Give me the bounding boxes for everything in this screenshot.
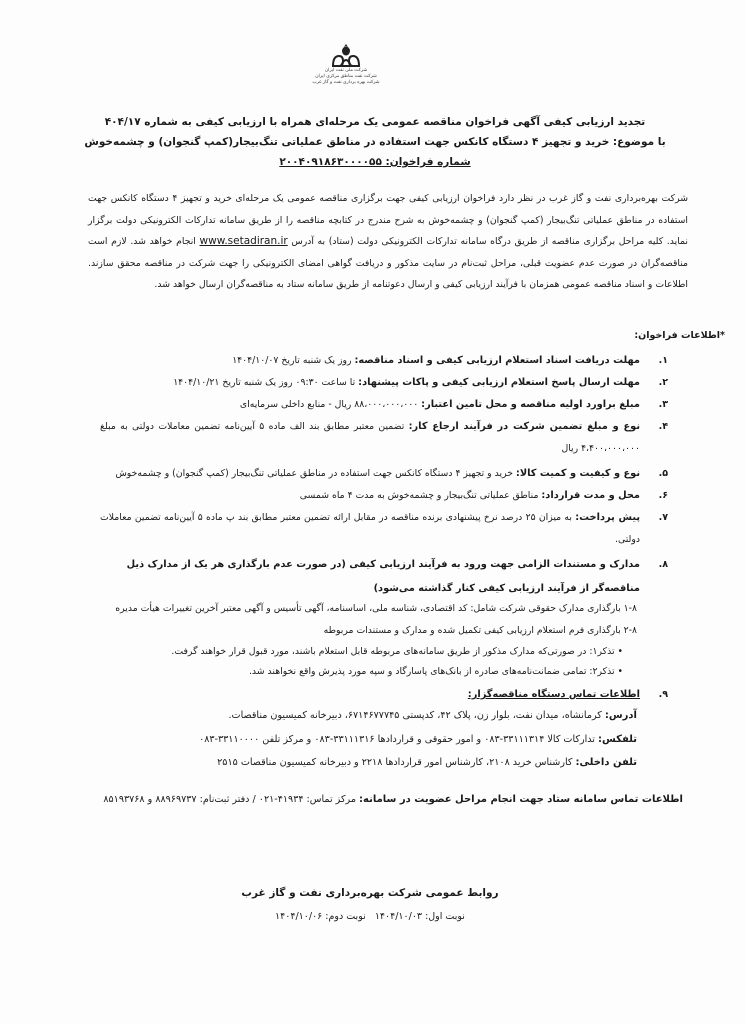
- note-label: تذکر۱:: [589, 646, 615, 657]
- list-item: [100, 553, 668, 601]
- notice-title: تجدید ارزیابی کیفی آگهی فراخوان مناقصه عمومی یک مرحله‌ای همراه با ارزیابی کیفی به شماره ۴۰۴/۱۷: [104, 116, 646, 128]
- address-text: کرمانشاه، میدان نفت، بلوار زن، پلاک ۴۲، کدپستی ۶۷۱۴۶۷۷۷۴۵، دبیرخانه کمیسیون مناقصات.: [228, 710, 605, 721]
- notice-subject: با موضوع: خرید و تجهیز ۴ دستگاه کانکس جهت استفاده در مناطق عملیاتی تنگ‌بیجار(کمپ گنجوان) و چشمه‌خوش: [84, 136, 666, 148]
- item-label: پیش پرداخت:: [575, 512, 640, 523]
- setad-text: مرکز تماس: ۴۱۹۳۴-۰۲۱ / دفتر ثبت‌نام: ۸۸۹۶۹۷۳۷ و ۸۵۱۹۳۷۶۸: [103, 794, 360, 805]
- item-number: ۵.: [658, 468, 668, 479]
- list-item: [100, 463, 668, 485]
- note: [171, 646, 623, 657]
- item-text: به میزان ۲۵ درصد نرخ پیشنهادی برنده مناقصه در مقابل ارائه تضمین معتبر مطابق بند پ ماده ۵ آیین‌نامه تضمین معاملات دولتی.: [100, 512, 640, 545]
- item-number: ۲.: [658, 377, 668, 388]
- subitem: ۲-۸ بارگذاری فرم استعلام ارزیابی کیفی تکمیل شده و مدارک و مستندات مربوطه: [323, 625, 637, 636]
- logo-line: شرکت بهره برداری نفت و گاز غرب: [312, 80, 380, 85]
- call-number: [80, 156, 670, 168]
- item-label: مدارک و مستندات الزامی جهت ورود به فرآیند ارزیابی کیفی (در صورت عدم بارگذاری هر یک از مدارک ذیل مناقصه‌گر از فرآیند ارزیابی کیفی کنار گذاشته می‌شود): [126, 559, 640, 594]
- contact-extension: [217, 757, 637, 768]
- issuer-signature: روابط عمومی شرکت بهره‌برداری نفت و گاز غرب: [241, 887, 499, 899]
- setad-contact: [103, 794, 683, 805]
- nioc-emblem-icon: [329, 42, 363, 68]
- note-text: تمامی ضمانت‌نامه‌های صادره از بانک‌های پاسارگاد و سپه مورد پذیرش واقع نخواهند شد.: [248, 666, 590, 677]
- call-number-text: شماره فراخوان: ۲۰۰۴۰۹۱۸۶۳۰۰۰۰۵۵: [279, 156, 471, 168]
- contact-address: [229, 710, 638, 721]
- item-text: مناطق عملیاتی تنگ‌بیجار و چشمه‌خوش به مدت ۴ ماه شمسی: [299, 490, 542, 501]
- item-label: مبلغ براورد اولیه مناقصه و محل تامین اعتبار:: [421, 399, 640, 410]
- publication-dates: نوبت اول: ۱۴۰۴/۱۰/۰۳ نوبت دوم: ۱۴۰۴/۱۰/۰۶: [275, 911, 465, 922]
- logo-line: شرکت ملی نفت ایران: [324, 68, 368, 73]
- note-label: تذکر۲:: [589, 666, 615, 677]
- intro-text-1: شرکت بهره‌برداری نفت و گاز غرب در نظر دارد فراخوان ارزیابی کیفی جهت برگزاری مناقصه عمومی یک مرحله‌ای خرید و تجهیز ۴ دستگاه کانکس جهت استفاده در مناطق عملیاتی تنگ‌بیجار (کمپ گنجوان) و چشمه‌خوش به شرح مندرج در کتابچه مناقصه را از طریق سامانه تدارکات الکترونیکی دولت برگزار نماید. کلیه مراحل برگزاری مناقصه از طریق درگاه سامانه تدارکات الکترونیکی دولت (ستاد) به آدرس: [88, 193, 689, 247]
- extension-text: کارشناس خرید ۲۱۰۸، کارشناس امور قراردادها ۲۲۱۸ و دبیرخانه کمیسیون مناقصات ۲۵۱۵: [217, 757, 576, 768]
- subitem: ۱-۸ بارگذاری مدارک حقوقی شرکت شامل: کد اقتصادی، شناسه ملی، اساسنامه، آگهی تأسیس و آگهی معتبر آخرین تغییرات هیأت مدیره: [115, 603, 637, 614]
- item-number: ۳.: [658, 399, 668, 410]
- note: [249, 666, 623, 677]
- item-text: ۸۸،۰۰۰،۰۰۰،۰۰۰ ریال - منابع داخلی سرمایه‌ای: [239, 399, 422, 410]
- section-heading: *اطلاعات فراخوان:: [634, 330, 725, 341]
- company-logo: [310, 42, 382, 104]
- list-item: [100, 485, 668, 507]
- setad-label: اطلاعات تماس سامانه ستاد جهت انجام مراحل عضویت در سامانه:: [359, 794, 683, 805]
- bullet-icon: •: [614, 666, 623, 677]
- list-item: [100, 416, 668, 460]
- item-text: روز یک شنبه تاریخ ۱۴۰۴/۱۰/۰۷: [232, 355, 355, 366]
- item-text: تضمین معتبر مطابق بند الف ماده ۵ آیین‌نامه تضمین معاملات دولتی به مبلغ ۴،۴۰۰،۰۰۰،۰۰۰ ریال: [100, 421, 640, 454]
- list-item: [100, 372, 668, 394]
- list-item: [100, 394, 668, 416]
- list-item: [100, 507, 668, 551]
- item-label: نوع و کیفیت و کمیت کالا:: [515, 468, 640, 479]
- fax-label: تلفکس:: [598, 734, 637, 745]
- item-number: ۷.: [658, 512, 668, 523]
- item-label: مهلت دریافت اسناد استعلام ارزیابی کیفی و اسناد مناقصه:: [354, 355, 640, 366]
- note-text: در صورتی‌که مدارک مذکور از طریق سامانه‌های مربوطه قابل استعلام باشند، مورد قبول قرار خواهند گرفت.: [171, 646, 590, 657]
- item-number: ۶.: [658, 490, 668, 501]
- address-label: آدرس:: [604, 710, 637, 721]
- item-text: تا ساعت ۰۹:۳۰ روز یک شنبه تاریخ ۱۴۰۴/۱۰/۲۱: [173, 377, 359, 388]
- item-text: خرید و تجهیز ۴ دستگاه کانکس جهت استفاده در مناطق عملیاتی تنگ‌بیجار (کمپ گنجوان) و چشمه‌خوش: [115, 468, 516, 479]
- setadiran-link[interactable]: www.setadiran.ir: [199, 235, 288, 247]
- extension-label: تلفن داخلی:: [575, 757, 637, 768]
- fax-text: تدارکات کالا ۳۳۱۱۱۳۱۴-۰۸۳ و امور حقوقی و قراردادها ۳۳۱۱۱۳۱۶-۰۸۳ و مرکز تلفن ۳۳۱۱۰۰۰۰-۰۸۳: [199, 734, 599, 745]
- list-item: [100, 350, 668, 372]
- item-number: ۹.: [658, 689, 668, 700]
- intro-text-2: انجام خواهد شد. لازم است مناقصه‌گران در صورت عدم عضویت قبلی، مراحل ثبت‌نام در سایت مذکور و دریافت گواهی امضای الکترونیکی را جهت شرکت در مناقصه محقق سازند. اطلاعات و اسناد مناقصه عمومی همزمان با فرآیند ارزیابی کیفی و ارسال دعوتنامه از طریق سامانه ستاد به مناقصه‌گران ارسال خواهد شد.: [88, 236, 688, 290]
- item-label: مهلت ارسال پاسخ استعلام ارزیابی کیفی و پاکات پیشنهاد:: [358, 377, 640, 388]
- item-number: ۸.: [658, 559, 668, 570]
- item-label: اطلاعات تماس دستگاه مناقصه‌گزار:: [467, 689, 640, 700]
- intro-paragraph: [88, 188, 688, 296]
- item-number: ۱.: [658, 355, 668, 366]
- item-label: نوع و مبلغ تضمین شرکت در فرآیند ارجاع کار:: [408, 421, 640, 432]
- logo-line: شرکت نفت مناطق مرکزی ایران: [315, 74, 377, 79]
- contact-fax: [199, 734, 637, 745]
- list-item: [100, 684, 668, 706]
- bullet-icon: •: [614, 646, 623, 657]
- item-number: ۴.: [658, 421, 668, 432]
- item-label: محل و مدت قرارداد:: [541, 490, 640, 501]
